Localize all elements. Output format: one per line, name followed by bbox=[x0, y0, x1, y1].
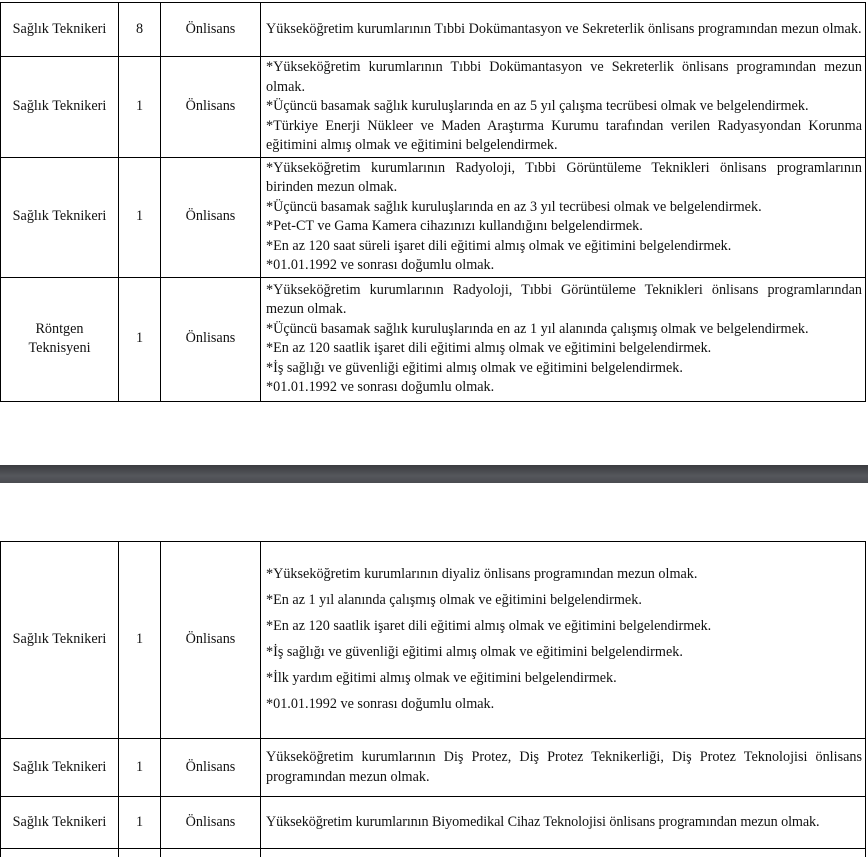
requirements-cell bbox=[261, 277, 866, 401]
table-row bbox=[1, 157, 866, 277]
count-cell: 1 bbox=[119, 797, 161, 849]
requirement-line: *Yükseköğretim kurumlarının Radyoloji, Tıbbi Görüntüleme Teknikleri önlisans programlarından mezun olmak. bbox=[266, 281, 862, 320]
partial-cell bbox=[161, 849, 261, 857]
table-row bbox=[1, 57, 866, 158]
requirement-line: *Üçüncü basamak sağlık kuruluşlarında en az 1 yıl alanında çalışmış olmak ve belgelendirmek. bbox=[266, 320, 862, 340]
partial-cell bbox=[261, 849, 866, 857]
requirements-cell bbox=[261, 57, 866, 158]
requirement-line: Yükseköğretim kurumlarının Diş Protez, Diş Protez Teknikerliği, Diş Protez Teknolojisi önlisans programından mezun olmak. bbox=[266, 748, 862, 787]
requirements-cell bbox=[261, 542, 866, 739]
requirement-line: *01.01.1992 ve sonrası doğumlu olmak. bbox=[266, 378, 862, 398]
position-cell: Sağlık Teknikeri bbox=[1, 739, 119, 797]
table-row bbox=[1, 3, 866, 57]
position-cell: Sağlık Teknikeri bbox=[1, 57, 119, 158]
requirement-line: *Yükseköğretim kurumlarının Tıbbi Dokümantasyon ve Sekreterlik önlisans programından mezun olmak. bbox=[266, 58, 862, 97]
education-cell: Önlisans bbox=[161, 797, 261, 849]
requirement-line: *En az 120 saat süreli işaret dili eğitimi almış olmak ve eğitimini belgelendirmek. bbox=[266, 237, 862, 257]
requirement-line: *Üçüncü basamak sağlık kuruluşlarında en az 5 yıl çalışma tecrübesi olmak ve belgelendirmek. bbox=[266, 97, 862, 117]
requirement-line: *Üçüncü basamak sağlık kuruluşlarında en az 3 yıl tecrübesi olmak ve belgelendirmek. bbox=[266, 198, 862, 218]
requirement-line: *Yükseköğretim kurumlarının Radyoloji, Tıbbi Görüntüleme Teknikleri önlisans programlarının birinden mezun olmak. bbox=[266, 159, 862, 198]
requirement-line: *01.01.1992 ve sonrası doğumlu olmak. bbox=[266, 256, 862, 276]
requirement-line: *Türkiye Enerji Nükleer ve Maden Araştırma Kurumu tarafından verilen Radyasyondan Korunma eğitimini almış olmak ve eğitimini belgelendirmek. bbox=[266, 117, 862, 156]
table-row bbox=[1, 739, 866, 797]
education-cell: Önlisans bbox=[161, 542, 261, 739]
requirements-cell bbox=[261, 3, 866, 57]
requirement-line: *01.01.1992 ve sonrası doğumlu olmak. bbox=[266, 695, 862, 715]
count-cell: 8 bbox=[119, 3, 161, 57]
requirement-line: *En az 1 yıl alanında çalışmış olmak ve eğitimini belgelendirmek. bbox=[266, 591, 862, 611]
requirement-line: Yükseköğretim kurumlarının Biyomedikal Cihaz Teknolojisi önlisans programından mezun olmak. bbox=[266, 813, 862, 833]
position-cell: Sağlık Teknikeri bbox=[1, 3, 119, 57]
requirement-line: *İş sağlığı ve güvenliği eğitimi almış olmak ve eğitimini belgelendirmek. bbox=[266, 359, 862, 379]
requirements-cell bbox=[261, 157, 866, 277]
requirement-line: *Yükseköğretim kurumlarının diyaliz önlisans programından mezun olmak. bbox=[266, 565, 862, 585]
requirement-line: Yükseköğretim kurumlarının Tıbbi Dokümantasyon ve Sekreterlik önlisans programından mezun olmak. bbox=[266, 20, 862, 40]
position-cell: Sağlık Teknikeri bbox=[1, 797, 119, 849]
position-cell: Sağlık Teknikeri bbox=[1, 542, 119, 739]
requirement-line: *İş sağlığı ve güvenliği eğitimi almış olmak ve eğitimini belgelendirmek. bbox=[266, 643, 862, 663]
requirements-cell bbox=[261, 797, 866, 849]
table-row-partial bbox=[1, 849, 866, 857]
count-cell: 1 bbox=[119, 157, 161, 277]
requirement-line: *Pet-CT ve Gama Kamera cihazınızı kullandığını belgelendirmek. bbox=[266, 217, 862, 237]
table-row bbox=[1, 797, 866, 849]
requirements-cell bbox=[261, 739, 866, 797]
education-cell: Önlisans bbox=[161, 277, 261, 401]
page-divider bbox=[0, 465, 868, 483]
count-cell: 1 bbox=[119, 542, 161, 739]
count-cell: 1 bbox=[119, 57, 161, 158]
requirement-line: *İlk yardım eğitimi almış olmak ve eğitimini belgelendirmek. bbox=[266, 669, 862, 689]
position-cell: Sağlık Teknikeri bbox=[1, 157, 119, 277]
table-row bbox=[1, 277, 866, 401]
education-cell: Önlisans bbox=[161, 3, 261, 57]
partial-cell bbox=[1, 849, 119, 857]
education-cell: Önlisans bbox=[161, 57, 261, 158]
education-cell: Önlisans bbox=[161, 739, 261, 797]
position-cell: Röntgen Teknisyeni bbox=[1, 277, 119, 401]
table-row bbox=[1, 542, 866, 739]
count-cell: 1 bbox=[119, 277, 161, 401]
partial-cell bbox=[119, 849, 161, 857]
job-table-bottom bbox=[0, 541, 866, 857]
requirement-line: *En az 120 saatlik işaret dili eğitimi almış olmak ve eğitimini belgelendirmek. bbox=[266, 617, 862, 637]
count-cell: 1 bbox=[119, 739, 161, 797]
job-table-top bbox=[0, 2, 866, 402]
education-cell: Önlisans bbox=[161, 157, 261, 277]
requirement-line: *En az 120 saatlik işaret dili eğitimi almış olmak ve eğitimini belgelendirmek. bbox=[266, 339, 862, 359]
